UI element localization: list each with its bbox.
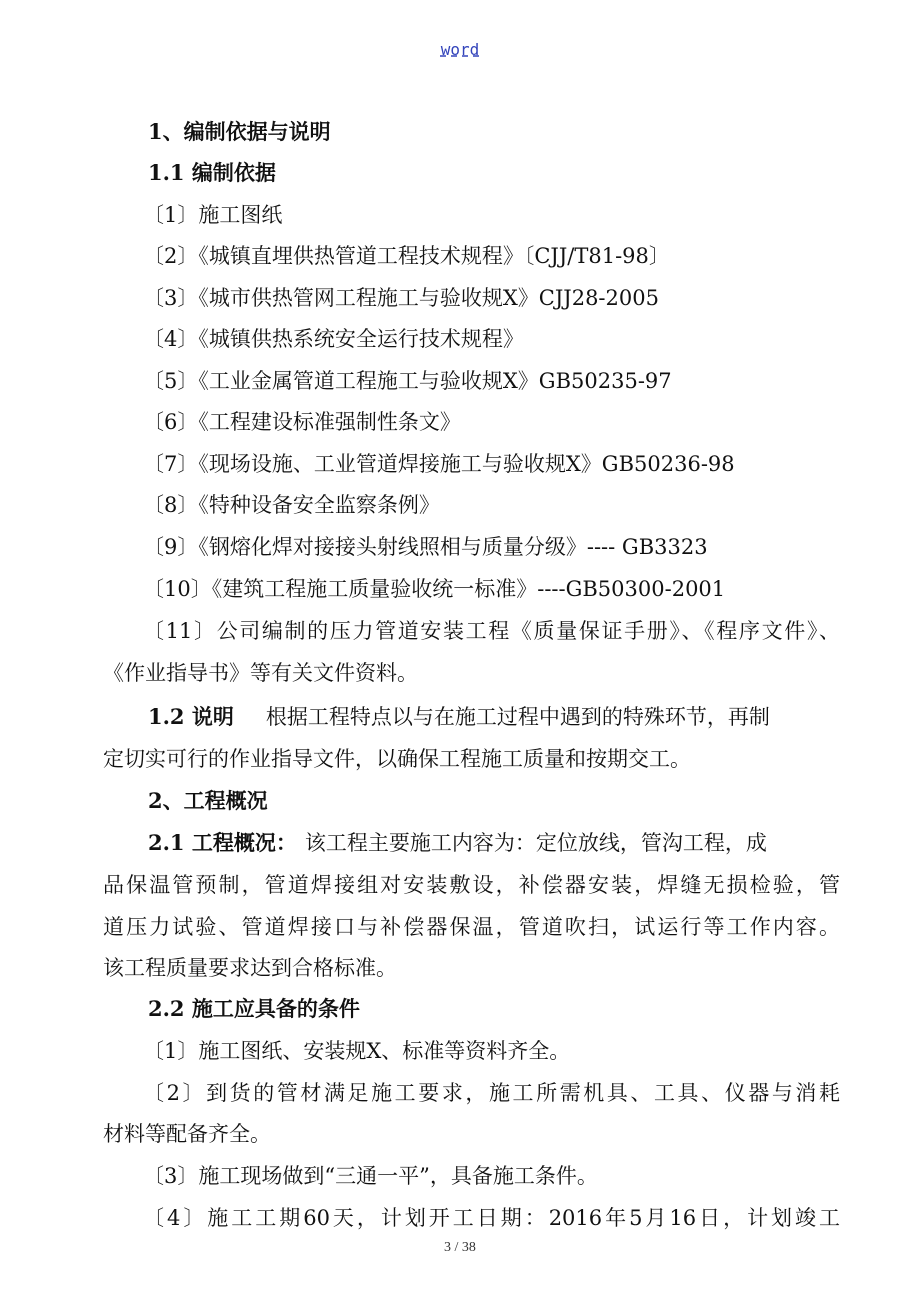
section-2-title: 2、工程概况 (148, 788, 268, 813)
section-1-title: 1、编制依据与说明 (148, 119, 331, 144)
section-2-1-paragraph (148, 828, 920, 858)
basis-item-8: 〔8〕《特种设备安全监察条例》 (143, 493, 440, 517)
header-word-link[interactable]: word (440, 40, 480, 59)
basis-item-10: 〔10〕《建筑工程施工质量验收统一标准》----GB50300-2001 (143, 577, 726, 601)
section-2-1-text-line4: 该工程质量要求达到合格标准。 (103, 956, 397, 980)
section-1-2-paragraph (148, 702, 920, 732)
basis-item-11-line2: 《作业指导书》等有关文件资料。 (103, 661, 418, 685)
basis-item-7: 〔7〕《现场设施、工业管道焊接施工与验收规X》GB50236-98 (143, 452, 735, 476)
condition-item-2-line1: 〔2〕到货的管材满足施工要求，施工所需机具、工具、仪器与消耗 (143, 1081, 840, 1105)
basis-item-9: 〔9〕《钢熔化焊对接接头射线照相与质量分级》---- GB3323 (143, 535, 708, 559)
condition-item-2-line2: 材料等配备齐全。 (103, 1122, 271, 1146)
basis-item-11-line1: 〔11〕公司编制的压力管道安装工程《质量保证手册》、《程序文件》、 (143, 619, 840, 643)
basis-item-4: 〔4〕《城镇供热系统安全运行技术规程》 (143, 327, 524, 351)
basis-item-5: 〔5〕《工业金属管道工程施工与验收规X》GB50235-97 (143, 369, 672, 393)
section-2-1-text-line2: 品保温管预制，管道焊接组对安装敷设，补偿器安装，焊缝无损检验，管 (103, 873, 840, 897)
section-1-2-text-line1: 根据工程特点以与在施工过程中遇到的特殊环节，再制 (265, 705, 770, 729)
page-indicator: 3 / 38 (444, 1240, 476, 1255)
section-2-1-label: 2.1 工程概况： (148, 830, 297, 855)
section-1-2-label: 1.2 说明 (148, 704, 234, 729)
section-2-2-title: 2.2 施工应具备的条件 (148, 996, 360, 1021)
basis-item-1: 〔1〕施工图纸 (143, 203, 283, 227)
condition-item-3: 〔3〕施工现场做到“三通一平”，具备施工条件。 (143, 1164, 598, 1188)
section-1-2-text-line2: 定切实可行的作业指导文件，以确保工程施工质量和按期交工。 (103, 747, 691, 771)
condition-item-1: 〔1〕施工图纸、安装规X、标准等资料齐全。 (143, 1039, 571, 1063)
section-1-1-title: 1.1 编制依据 (148, 160, 276, 185)
condition-item-4: 〔4〕施工工期60天，计划开工日期：2016年5月16日，计划竣工 (143, 1206, 840, 1230)
section-2-1-text-line3: 道压力试验、管道焊接口与补偿器保温，管道吹扫，试运行等工作内容。 (103, 915, 840, 939)
basis-item-6: 〔6〕《工程建设标准强制性条文》 (143, 410, 461, 434)
section-2-1-text-line1: 该工程主要施工内容为：定位放线，管沟工程，成 (304, 831, 767, 855)
basis-item-3: 〔3〕《城市供热管网工程施工与验收规X》CJJ28-2005 (143, 286, 659, 310)
basis-item-2: 〔2〕《城镇直埋供热管道工程技术规程》〔CJJ/T81-98〕 (143, 244, 670, 268)
